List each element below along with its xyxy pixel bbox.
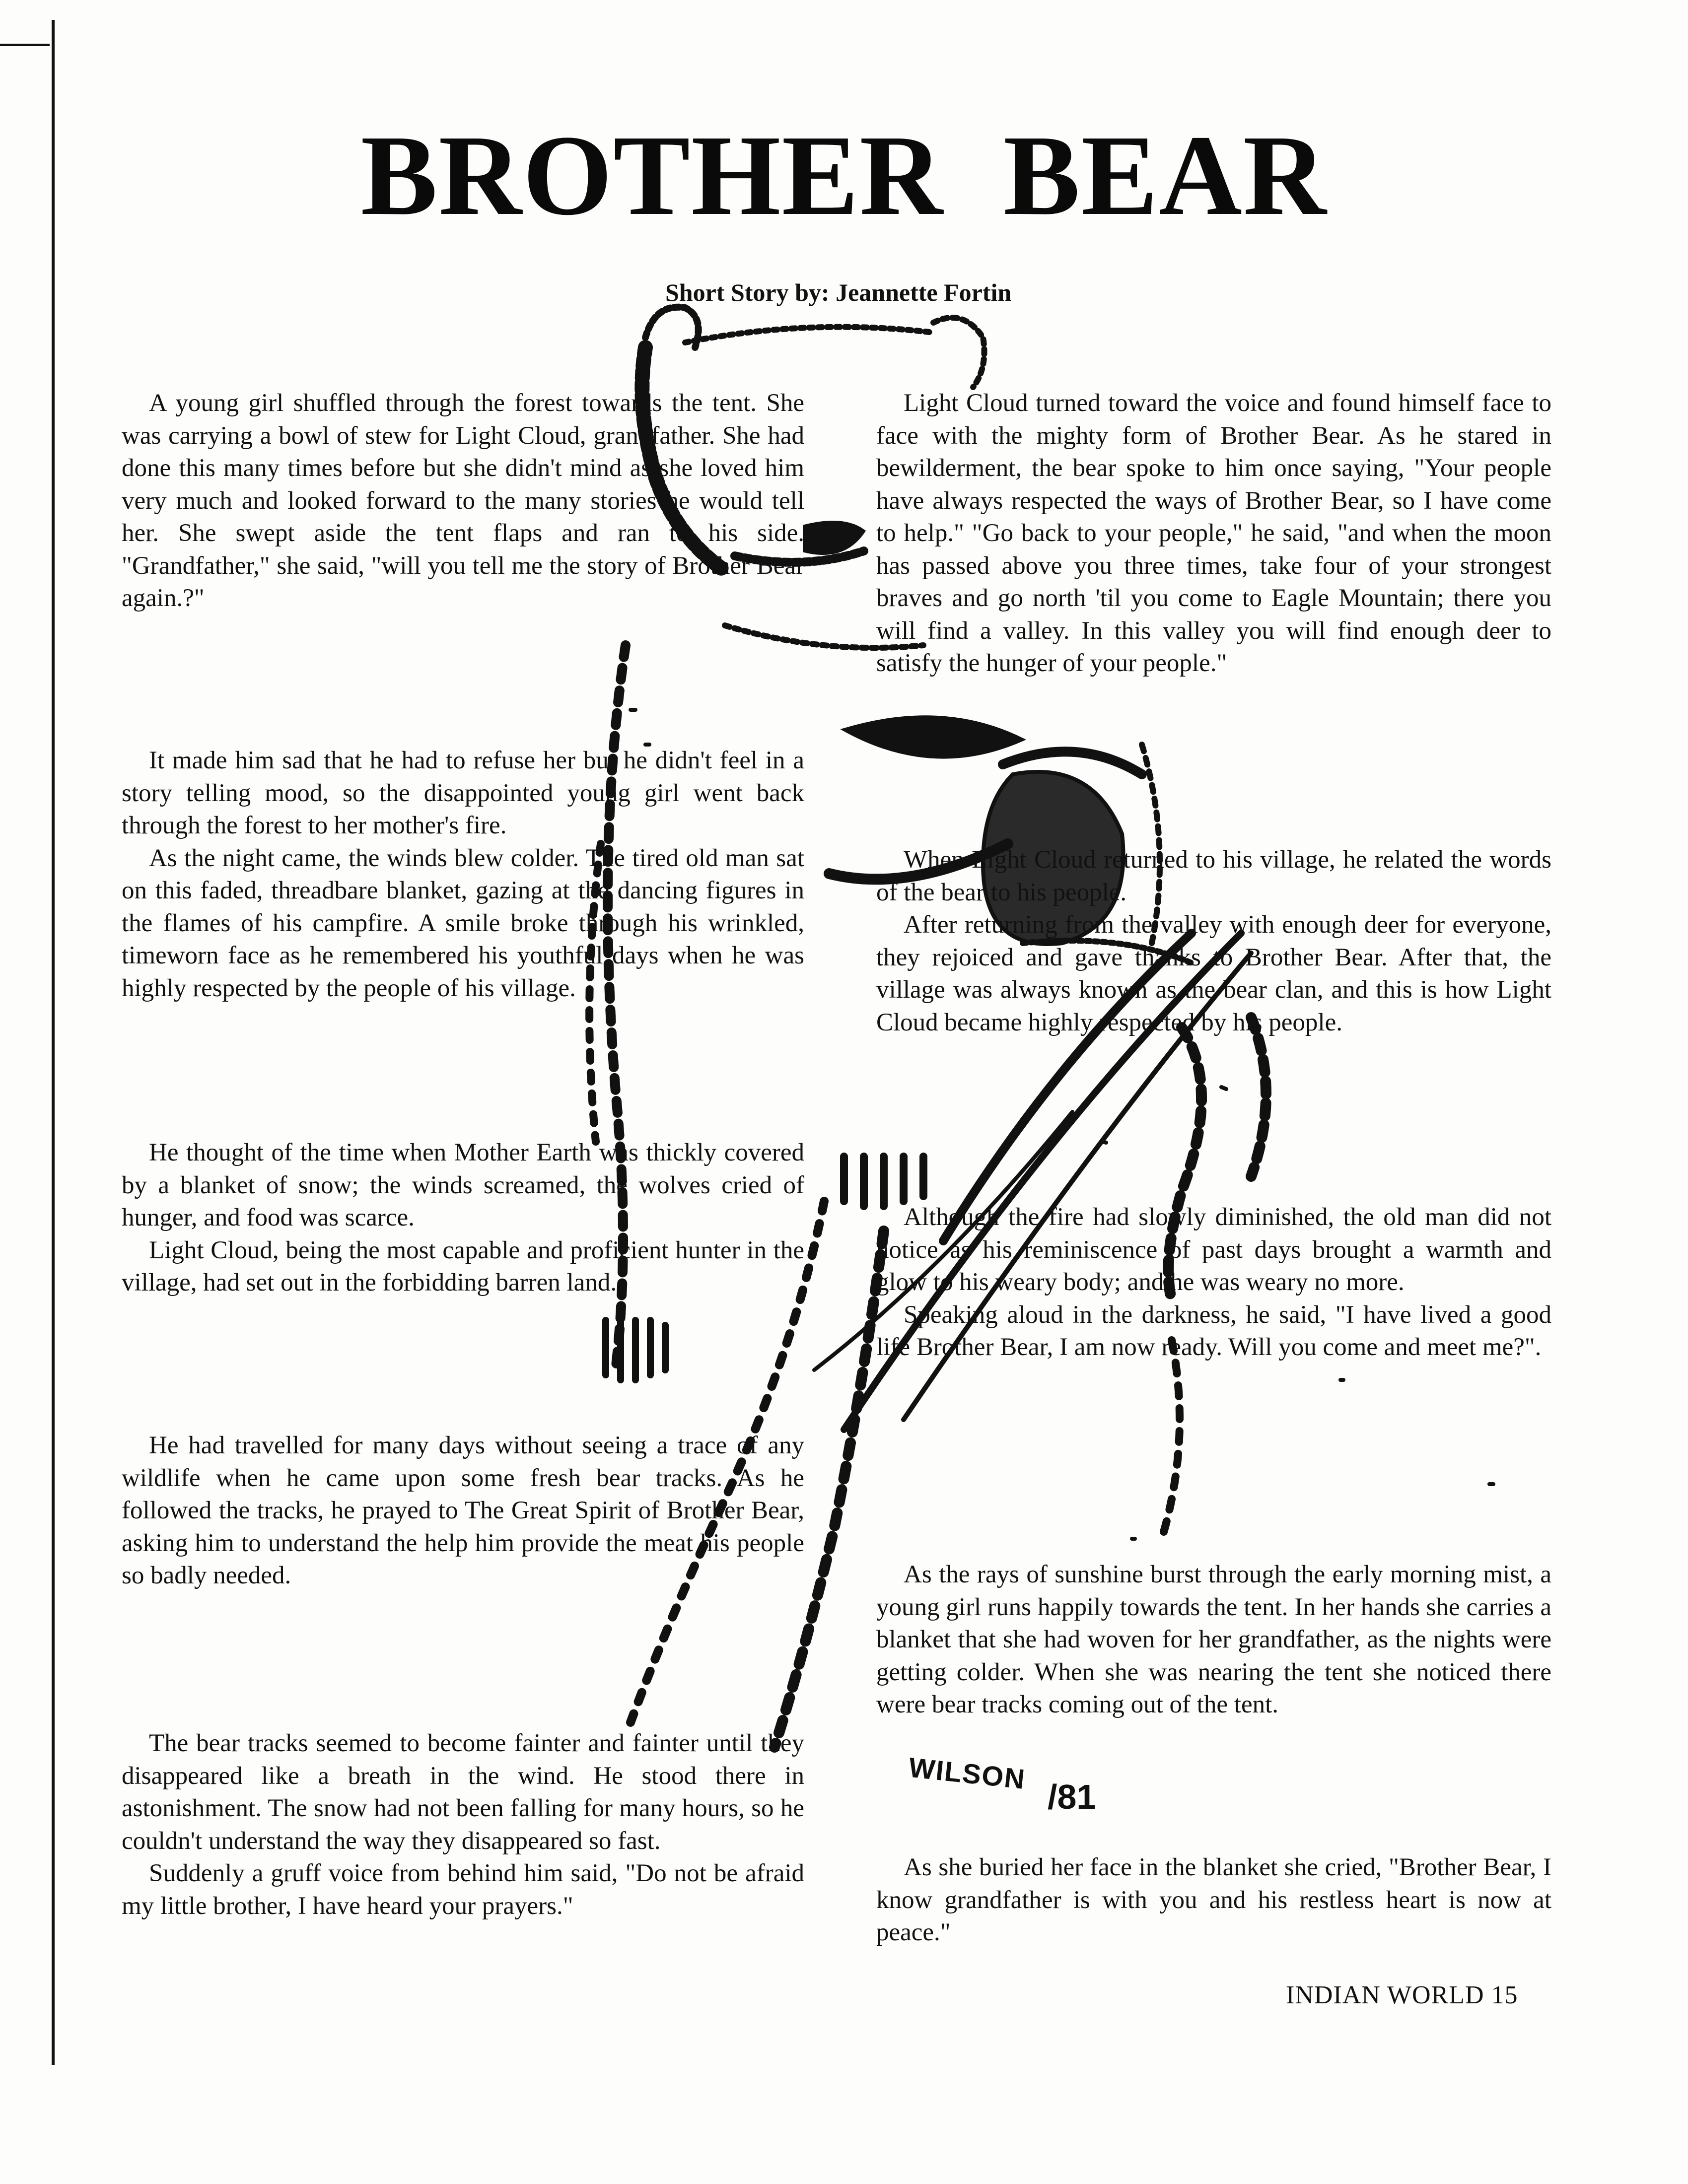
right-paragraph-5: Speaking aloud in the darkness, he said, "I have lived a good life Brother Bear, I am now ready. Will you come and meet me?". [876, 1300, 1551, 1361]
right-paragraph-1: Light Cloud turned toward the voice and found himself face to face with the mighty form of Brother Bear. As he stared in bewilderment, the bear spoke to him once saying, "Your people have always respected the ways of Brother Bear, so I have come to help." "Go back to your people," he said, "and when the moon has passed above you three times, take four of your strongest braves and go north 'til you come to Eagle Mountain; there you will find a valley. In this valley you will find enough deer to satisfy the hunger of your people." [876, 389, 1551, 677]
hunter-feather [844, 717, 1023, 757]
right-paragraph-7: As she buried her face in the blanket she cried, "Brother Bear, I know grandfather is with you and his restless heart is now at peace." [876, 1853, 1551, 1946]
right-column-2 [876, 844, 1551, 1039]
bear-ear-right [933, 318, 985, 387]
left-paragraph-4: He thought of the time when Mother Earth was thickly covered by a blanket of snow; the winds screamed, the wolves cried of hunger, and food was scarce. [122, 1139, 804, 1231]
bear-arm-right-outer [1251, 1018, 1266, 1176]
left-paragraph-6: He had travelled for many days without seeing a trace of any wildlife when he came upon some fresh bear tracks. As he followed the tracks, he prayed to The Great Spirit of Brother Bear, asking him to understand the help him provide the meat his people so badly needed. [122, 1432, 804, 1589]
right-paragraph-4: Although the fire had slowly diminished, the old man did not notice as his reminiscence of past days brought a warmth and glow to his weary body; and he was weary no more. [876, 1203, 1551, 1296]
article-byline: Short Story by: Jeannette Fortin [665, 278, 1012, 306]
left-paragraph-2: It made him sad that he had to refuse her but he didn't feel in a story telling mood, so the disappointed young girl went back through the forest to her mother's fire. [122, 747, 804, 839]
artist-signature-year: /81 [1048, 1777, 1096, 1816]
bear-leg-far [1162, 1340, 1180, 1539]
left-column-5 [122, 1727, 804, 1922]
bear-nose [804, 522, 864, 553]
left-column [122, 387, 804, 615]
artist-signature: WILSON [907, 1751, 1027, 1795]
left-paragraph-8: Suddenly a gruff voice from behind him said, "Do not be afraid my little brother, I have heard your prayers." [122, 1859, 804, 1920]
left-paragraph-5: Light Cloud, being the most capable and proficient hunter in the village, had set out in the forbidding barren land. [122, 1236, 804, 1297]
left-paragraph-3: As the night came, the winds blew colder. The tired old man sat on this faded, threadbare blanket, gazing at the dancing figures in the flames of his campfire. A smile broke through his wrinkled, timeworn face as he remembered his youthful days when he was highly respected by the people of his village. [122, 844, 804, 1002]
right-column-5 [876, 1851, 1551, 1949]
left-column-2 [122, 745, 804, 1005]
left-paragraph-7: The bear tracks seemed to become fainter and fainter until they disappeared like a breath in the wind. He stood there in astonishment. The snow had not been falling for many hours, so he couldn't understand the way they disappeared so fast. [122, 1729, 804, 1855]
right-column-3 [876, 1201, 1551, 1364]
right-paragraph-2: When Light Cloud returned to his village, he related the words of the bear to his people. [876, 846, 1551, 906]
article-title: BROTHER BEAR [360, 112, 1328, 239]
bear-brow [685, 327, 933, 342]
right-paragraph-6: As the rays of sunshine burst through the early morning mist, a young girl runs happily towards the tent. In her hands she carries a blanket that she had woven for her grandfather, as the nights were getting colder. When she was nearing the tent she noticed there were bear tracks coming out of the tent. [876, 1561, 1551, 1718]
left-paragraph-1: A young girl shuffled through the forest towards the tent. She was carrying a bowl of stew for Light Cloud, grandfather. She had done this many times before but she didn't mind as she loved him very much and looked forward to the many stories he would tell her. She swept aside the tent flaps and ran to his side. "Grandfather," she said, "will you tell me the story of Brother Bear again.?" [122, 389, 804, 612]
left-column-4 [122, 1430, 804, 1592]
right-paragraph-3: After returning from the valley with enough deer for everyone, they rejoiced and gave thanks to Brother Bear. After that, the village was always known as the bear clan, and this is how Light Cloud became highly respected by his people. [876, 911, 1551, 1036]
left-column-3 [122, 1137, 804, 1299]
right-column [876, 387, 1551, 680]
right-column-4 [876, 1559, 1551, 1721]
page-footer: INDIAN WORLD 15 [1286, 1981, 1518, 2009]
